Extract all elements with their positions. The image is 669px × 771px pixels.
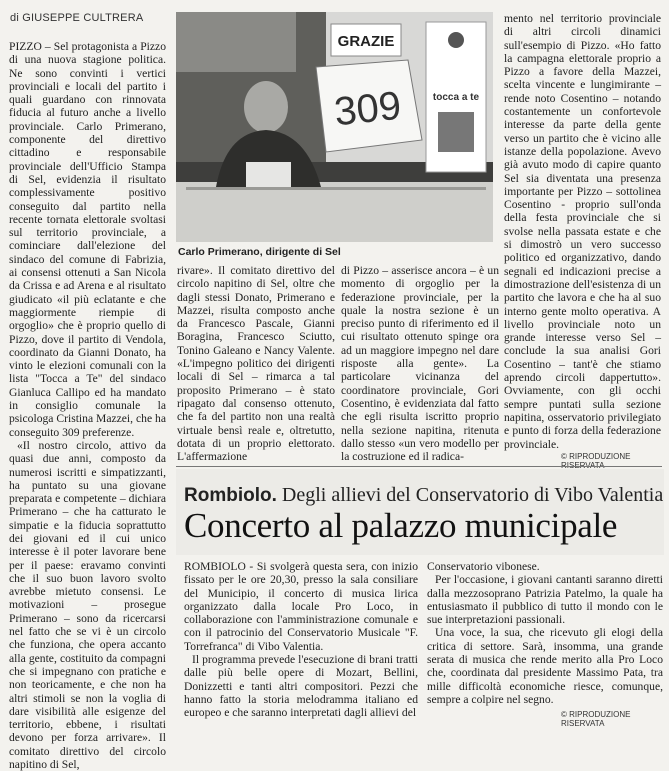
paragraph: Conservatorio vibonese. [427, 560, 540, 573]
paragraph: Per l'occasione, i giovani cantanti saranno diretti dalla mezzosoprano Patrizia Patelmo, la quale ha entusiasmato il pubblico di tutto il mondo con le sue interpretazioni passionali. [427, 573, 663, 627]
concert-column-1 [184, 560, 418, 735]
sign-number-text: 309 [332, 83, 404, 135]
paragraph: Una voce, la sua, che ricevuto gli elogi della critica di settore. Sarà, insomma, una grande serata di musica che rende merito alla Pro Loco che, coordinata dal presidente Massimo Pata, tra mille difficoltà economiche riesce, comunque, sempre a colpire nel segno. [427, 626, 663, 706]
article-column-2 [177, 264, 335, 464]
article-column-4 [504, 12, 661, 452]
previous-headline-fragment [170, 0, 640, 9]
kicker-text: Degli allievi del Conservatorio di Vibo Valentia [281, 484, 664, 506]
byline: di GIUSEPPE CULTRERA [10, 12, 144, 24]
paragraph: PIZZO – Sel protagonista a Pizzo di una nuova stagione politica. Ne sono convinti i vertici provinciali e locali del partito i quali guardano con rinnovata fiducia al futuro anche a livello provinciale. Carlo Primerano, componente del direttivo cittadino e responsabile provinciale dell'Ufficio Stampa di Sel, evidenzia il risultato complessivamente positivo conseguito dal partito nella recente tornata elettorale svoltasi sul territorio provinciale, a cominciare dall'elezione del sindaco del comune di Fabrizia, ai consensi ottenuti a San Nicola da Crissa e ad Arena e al risultato giudicato «il più eclatante e che maggiormente riempie di orgoglio» che è proprio quello di Pizzo, dove il partito di Vendola, coordinato da Gianni Donato, ha vinto le elezioni comunali con la lista "Tocca a Te" del sindaco Gianluca Callipo ed ha mandato in consiglio comunale la psicologa Cristina Mazzei, che ha conseguito 309 preferenze. [9, 40, 166, 439]
sign-grazie-text: GRAZIE [337, 33, 395, 50]
article-headline: Concerto al palazzo municipale [184, 506, 618, 545]
paragraph: rivare». Il comitato direttivo del circolo napitino di Sel, oltre che dagli stessi Donato, Primerano e Mazzei, risulta composto anche da Francesco Pascale, Gianni Boragina, Francesco Sciuttо, Tonino Galeano e Nancy Valente. «L'impegno politico dei dirigenti locali di Sel – rimarca a tal proposito Primerano – è stato ripagato dal consenso ottenuto, che fa del partito non una realtà virtuale bensì reale e, oltretutto, dotata di un proprio elettorato. L'affermazione [177, 264, 335, 464]
poster-text: tocca a te [432, 92, 480, 103]
paragraph: mento nel territorio provinciale di altri circoli dinamici sull'esempio di Pizzo. «Ho fatto la campagna elettorale proprio a Pizzo a favore della Mazzei, scelta vincente e lungimirante – rende noto Cosentino – notando costantemente un confortevole interesse da parte della gente verso un partito che è vicino alle istanze della popolazione. Avevo già avuto modo di capire quanto Sel sia diventata una presenza importante per Pizzo – sottolinea Cosentino - proprio sull'onda della festa provinciale che si svolse nella passata estate e che si dimostrò un vero successo politico ed organizzativo, dando segnali ed indicazioni precise a dimostrazione dell'esistenza di un partito che lavora e che ha al suo interno gente molto operativa. A livello provinciale noto un grande interesse verso Sel – conclude la sua analisi Gori Cosentino – tant'è che stiamo aprendo circoli dappertutto». Ovviamente, con gli occhi sempre puntati sulla sezione napitina, osservatorio privilegiato e punto di forza della federazione provinciale. [504, 12, 661, 451]
article-divider [176, 466, 662, 467]
paragraph: Il programma prevede l'esecuzione di brani tratti dalle più belle opere di Mozart, Bellini, Donizzetti e tanti altri compositori. Pezzi che hanno fatto la storia melodramma italiano ed europeo e che saranno interpretati dagli allievi del [184, 653, 418, 720]
kicker-place: Rombiolo. [184, 485, 277, 506]
paragraph: di Pizzo – asserisce ancora – è un momento di orgoglio per la federazione provinciale, per la quale la nostra sezione è un preciso punto di riferimento ed il cui risultato ottenuto spinge ora ad un maggiore impegno nel dare risposte alla gente». La particolare vicinanza del coordinatore provinciale, Gori Cosentino, è evidenziata dal fatto che egli risulta iscritto proprio nella sezione napitina, ritenuta dallo stesso «un vero modello per la costruzione ed il radica- [341, 264, 499, 464]
article-column-1 [9, 40, 166, 771]
photo-caption: Carlo Primerano, dirigente di Sel [178, 246, 341, 258]
paragraph: «Il nostro circolo, attivo da quasi due anni, composto da numerosi iscritti e simpatizzanti, ha puntato su una giovane preparata e competente – dichiara Primerano – che ha catturato le simpatie e la fiducia soprattutto dei giovani ed il cui unico interesse è il poter lavorare bene per il paese: eravamo convinti che il suo buon lavoro svolto avrebbe mietuto consensi. Le motivazioni – prosegue Primerano – sono da ricercarsi nel fatto che se vi è un circolo che funziona, che opera accanto alla gente, costituito da compagni che si impegnano con pratiche e non teoricamente, e che non ha altri stimoli se non la voglia di dare visibilità alle esigenze del territorio, ebbene, i risultati devono per forza arrivare». Il comitato direttivo del circolo napitino di Sel, [9, 438, 166, 771]
concert-column-2 [427, 560, 663, 710]
article-photo [176, 12, 493, 242]
copyright-notice: © RIPRODUZIONE [561, 452, 631, 461]
article-column-3 [341, 264, 499, 464]
paragraph: ROMBIOLO - Si svolgerà questa sera, con inizio fissato per le ore 20,30, presso la sala consiliare del Municipio, il concerto di musica lirica organizzato dalla locale Pro Loco, in collaborazione con l'amministrazione comunale e con il patrocinio del Conservatorio Musicale "F. Torrefranca" di Vibo Valentia. [184, 560, 418, 653]
copyright-notice: © RIPRODUZIONE RISERVATA [561, 710, 631, 728]
article-kicker [184, 484, 663, 507]
